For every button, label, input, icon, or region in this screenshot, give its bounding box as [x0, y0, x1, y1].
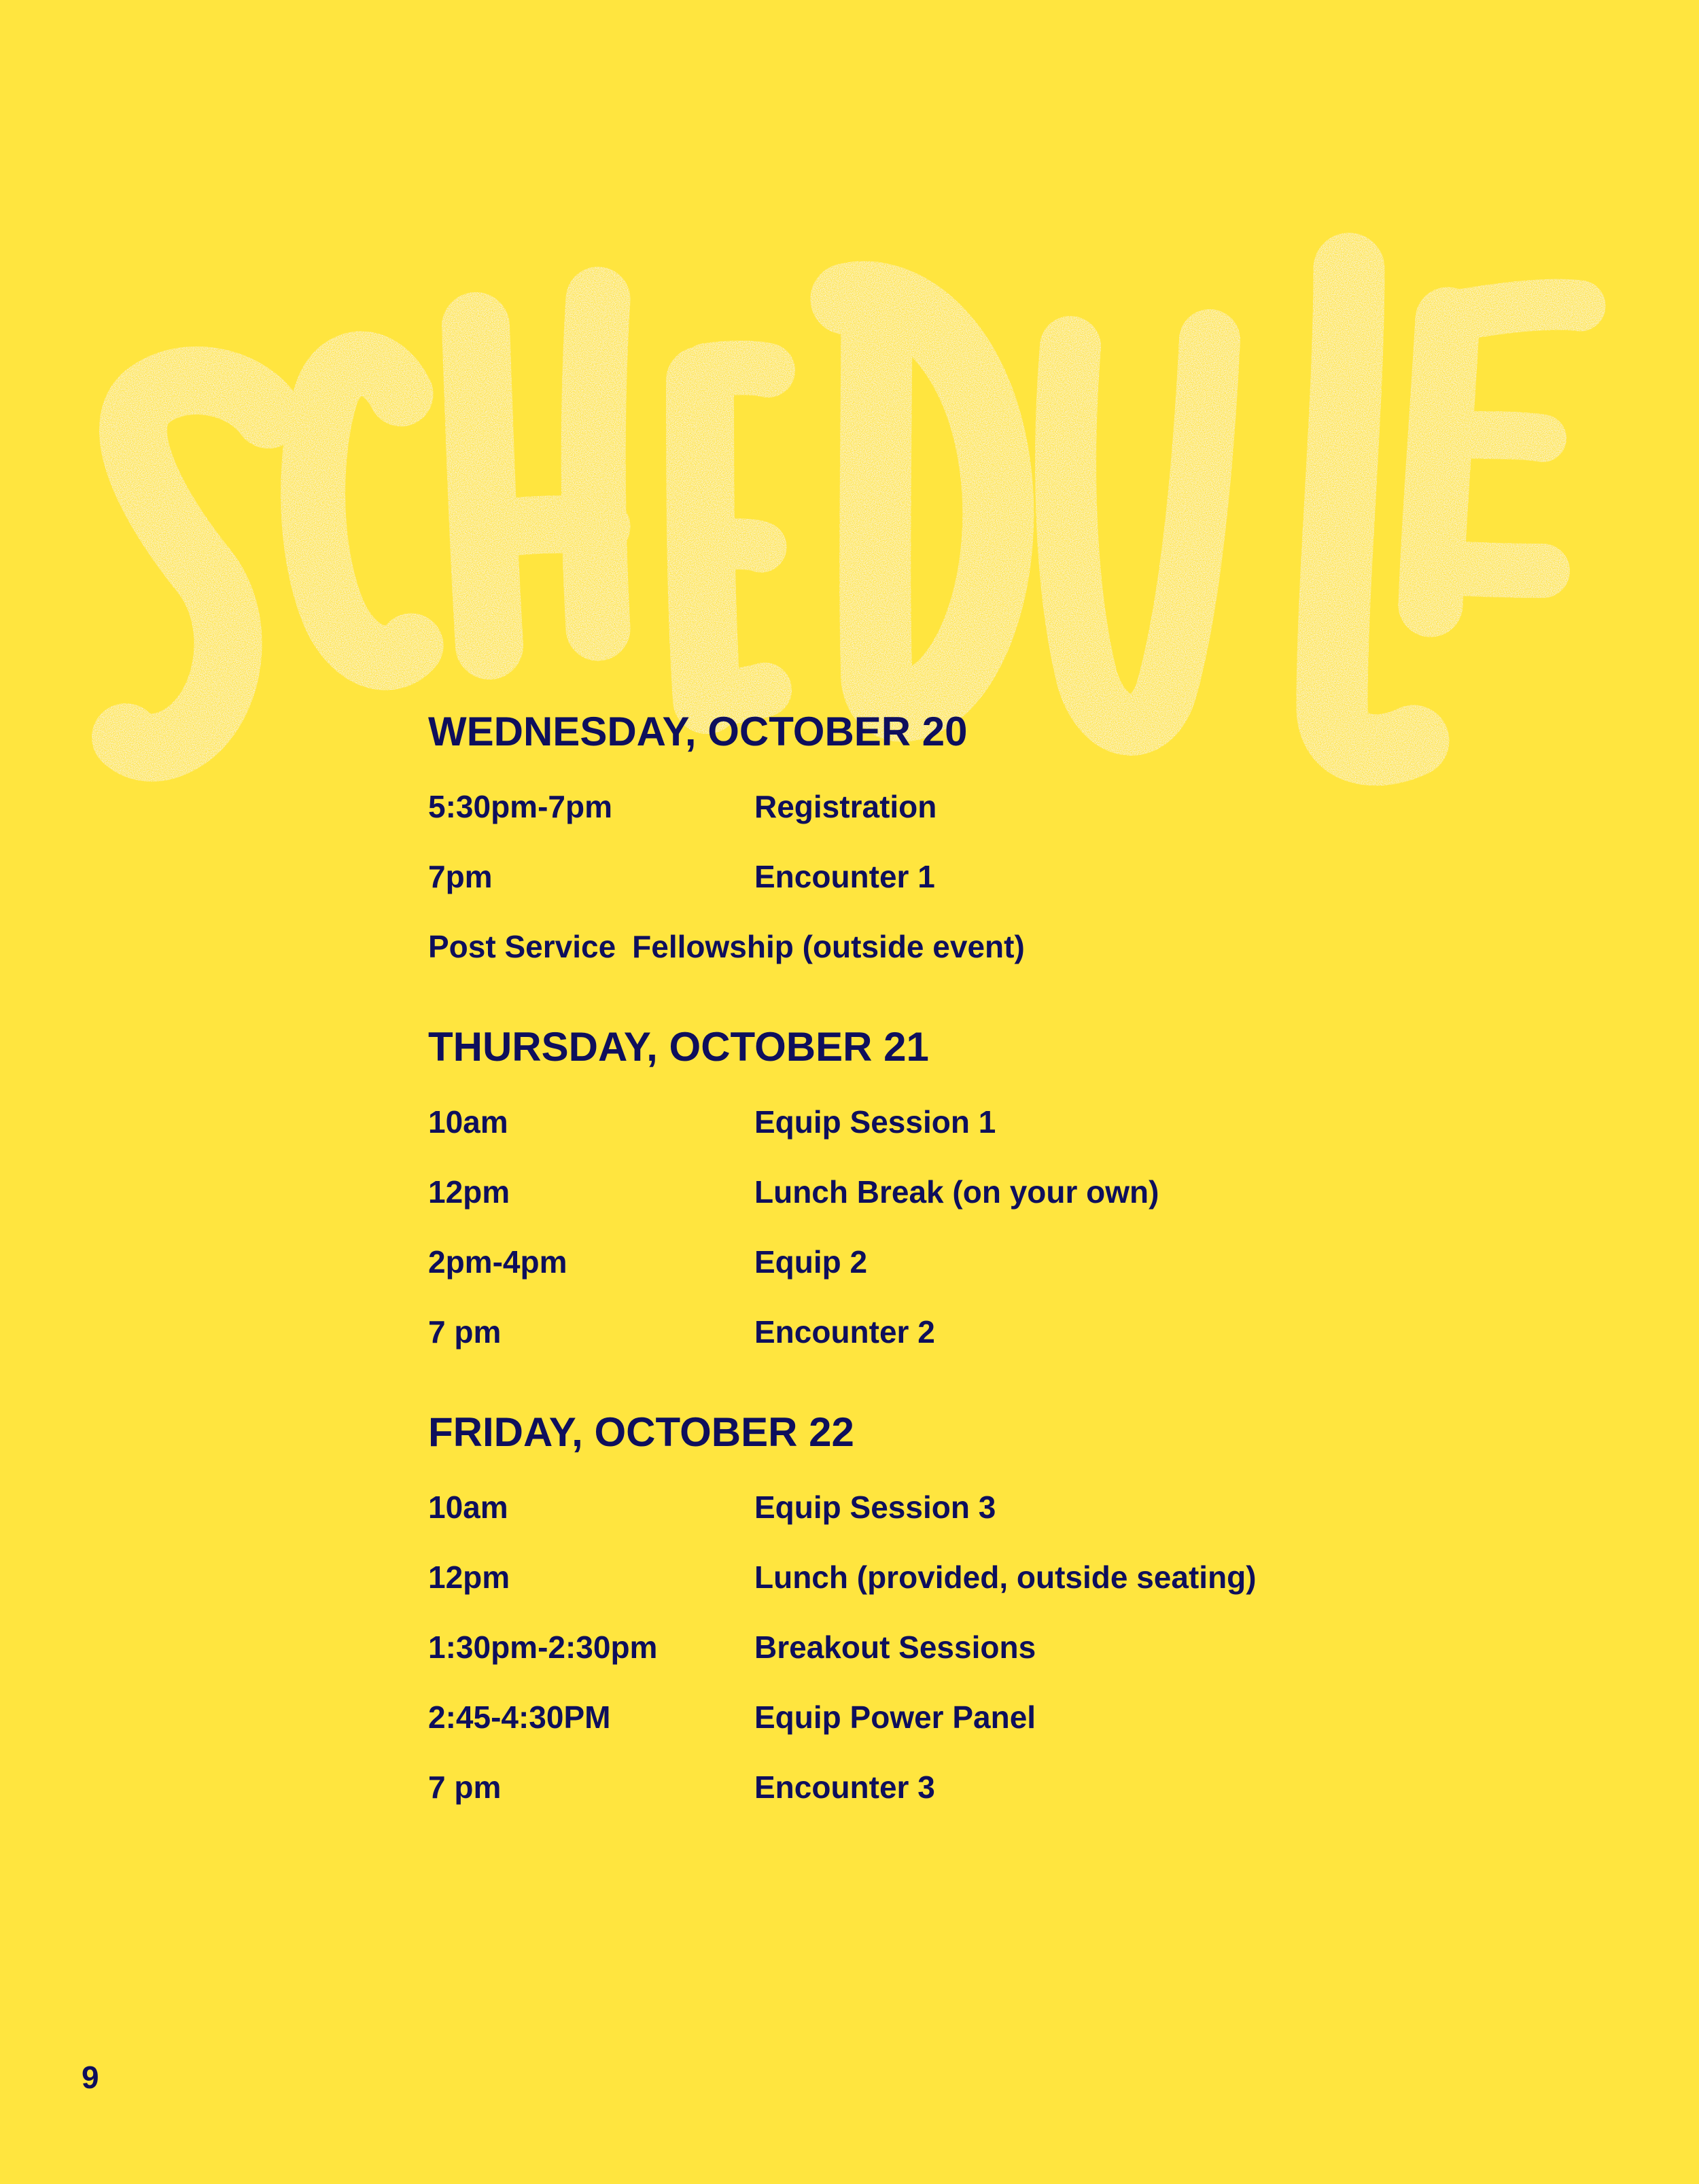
letter-d	[846, 297, 998, 706]
schedule-time: 2:45-4:30PM	[428, 1699, 611, 1735]
letter-u	[1066, 340, 1210, 725]
letter-e2-mid	[1451, 435, 1543, 438]
schedule-event: Registration	[754, 789, 937, 824]
schedule-event: Equip 2	[754, 1244, 868, 1280]
day-heading-thursday: THURSDAY, OCTOBER 21	[428, 1024, 929, 1070]
page-number: 9	[82, 2060, 99, 2095]
schedule-event: Encounter 3	[754, 1769, 935, 1805]
schedule-event: Breakout Sessions	[754, 1630, 1036, 1665]
schedule-time: 2pm-4pm	[428, 1244, 567, 1280]
schedule-time: 7 pm	[428, 1769, 502, 1805]
schedule-row	[428, 1489, 1651, 1527]
day-heading-friday: FRIDAY, OCTOBER 22	[428, 1409, 854, 1455]
letter-e-mid	[714, 544, 761, 547]
letter-h-right	[593, 299, 598, 629]
letter-l	[1332, 268, 1414, 750]
schedule-event: Lunch Break (on your own)	[754, 1174, 1159, 1210]
schedule-row	[428, 788, 1651, 826]
schedule-row	[428, 1244, 1651, 1282]
letter-e2-bottom	[1434, 567, 1543, 571]
day-heading-wednesday: WEDNESDAY, OCTOBER 20	[428, 709, 968, 754]
schedule-time: 7 pm	[428, 1314, 502, 1350]
schedule-event: Fellowship (outside event)	[632, 929, 1025, 964]
letter-c	[313, 364, 411, 658]
schedule-event: Lunch (provided, outside seating)	[754, 1560, 1257, 1595]
schedule-row	[428, 1699, 1651, 1737]
schedule-time: 10am	[428, 1104, 508, 1140]
schedule-time: 5:30pm-7pm	[428, 789, 612, 824]
schedule-time: 12pm	[428, 1174, 510, 1210]
schedule-event: Equip Power Panel	[754, 1699, 1036, 1735]
letter-e2-top	[1454, 304, 1580, 316]
schedule-row	[428, 1559, 1651, 1597]
letter-s	[126, 381, 268, 747]
schedule-time: 1:30pm-2:30pm	[428, 1630, 658, 1665]
schedule-row	[428, 1174, 1651, 1212]
schedule-time: Post Service	[428, 929, 616, 964]
schedule-time: 12pm	[428, 1560, 510, 1595]
letter-e-bottom	[714, 690, 765, 700]
schedule-event: Equip Session 1	[754, 1104, 996, 1140]
schedule-row	[428, 1629, 1651, 1667]
letter-e-top	[707, 368, 768, 370]
schedule-row	[428, 1104, 1651, 1142]
letter-h-left	[476, 326, 489, 646]
schedule-event: Encounter 1	[754, 859, 935, 894]
schedule-event: Encounter 2	[754, 1314, 935, 1350]
schedule-row	[428, 928, 1651, 966]
schedule-row	[428, 1769, 1651, 1807]
schedule-event: Equip Session 3	[754, 1490, 996, 1525]
schedule-time: 7pm	[428, 859, 493, 894]
schedule-time: 10am	[428, 1490, 508, 1525]
schedule-row	[428, 858, 1651, 896]
schedule-row	[428, 1314, 1651, 1352]
